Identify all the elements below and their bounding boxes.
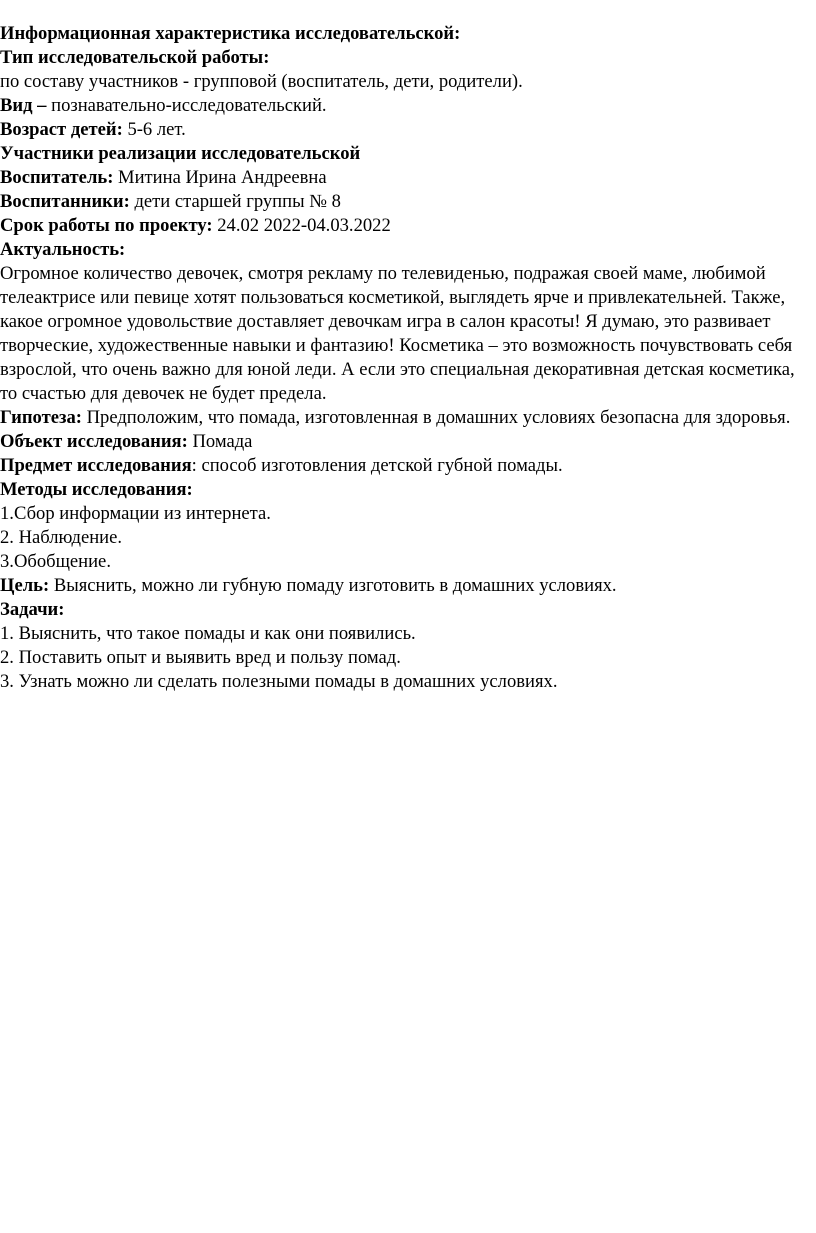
hypothesis-label: Гипотеза: <box>0 407 82 428</box>
method-item: 1.Сбор информации из интернета. <box>0 503 271 524</box>
task-item: 2. Поставить опыт и выявить вред и пользу помад. <box>0 647 401 668</box>
research-kind-value: познавательно-исследовательский. <box>46 95 327 116</box>
method-item: 2. Наблюдение. <box>0 527 123 548</box>
research-type-label: Тип исследовательской работы: <box>0 47 270 68</box>
research-subject-value: : способ изготовления детской губной помады. <box>191 455 563 476</box>
methods-label: Методы исследования: <box>0 479 193 500</box>
research-object-value: Помада <box>187 431 253 452</box>
task-item: 3. Узнать можно ли сделать полезными помады в домашних условиях. <box>0 671 558 692</box>
teacher <box>0 166 812 190</box>
hypothesis-value: Предположим, что помада, изготовленная в домашних условиях безопасна для здоровья. <box>81 407 791 428</box>
project-term-value: 24.02 2022-04.03.2022 <box>212 215 391 236</box>
goal <box>0 574 812 598</box>
research-object-label: Объект исследования: <box>0 431 188 452</box>
children-age-value: 5-6 лет. <box>122 119 186 140</box>
pupils-label: Воспитанники: <box>0 191 130 212</box>
goal-value: Выяснить, можно ли губную помаду изготовить в домашних условиях. <box>49 575 617 596</box>
teacher-value: Митина Ирина Андреевна <box>113 167 327 188</box>
pupils <box>0 190 812 214</box>
method-item: 3.Обобщение. <box>0 551 111 572</box>
hypothesis <box>0 406 812 430</box>
relevance-label: Актуальность: <box>0 239 126 260</box>
document-heading: Информационная характеристика исследовательской: <box>0 23 461 44</box>
research-subject-label: Предмет исследования <box>0 455 192 476</box>
research-type-value: по составу участников - групповой (воспитатель, дети, родители). <box>0 71 523 92</box>
task-item: 1. Выяснить, что такое помады и как они появились. <box>0 623 416 644</box>
pupils-value: дети старшей группы № 8 <box>129 191 341 212</box>
teacher-label: Воспитатель: <box>0 167 114 188</box>
goal-label: Цель: <box>0 575 50 596</box>
children-age <box>0 118 812 142</box>
research-kind-label: Вид – <box>0 95 47 116</box>
research-object <box>0 430 812 454</box>
children-age-label: Возраст детей: <box>0 119 123 140</box>
relevance-text: Огромное количество девочек, смотря рекламу по телевиденью, подражая своей маме, любимой телеактрисе или певице хотят пользоваться косметикой, выглядеть ярче и привлекательней. Также, какое огромное удовольствие доставляет девочкам игра в салон красоты! Я думаю, это развивает творческие, художественные навыки и фантазию! Косметика – это возможность почувствовать себя взрослой, что очень важно для юной леди. А если это специальная декоративная детская косметика, то счастью для девочек не будет предела. <box>0 263 795 404</box>
project-term-label: Срок работы по проекту: <box>0 215 213 236</box>
tasks-label: Задачи: <box>0 599 65 620</box>
research-kind <box>0 94 812 118</box>
document-page <box>0 22 812 694</box>
research-subject <box>0 454 812 478</box>
participants-heading: Участники реализации исследовательской <box>0 143 361 164</box>
project-term <box>0 214 812 238</box>
